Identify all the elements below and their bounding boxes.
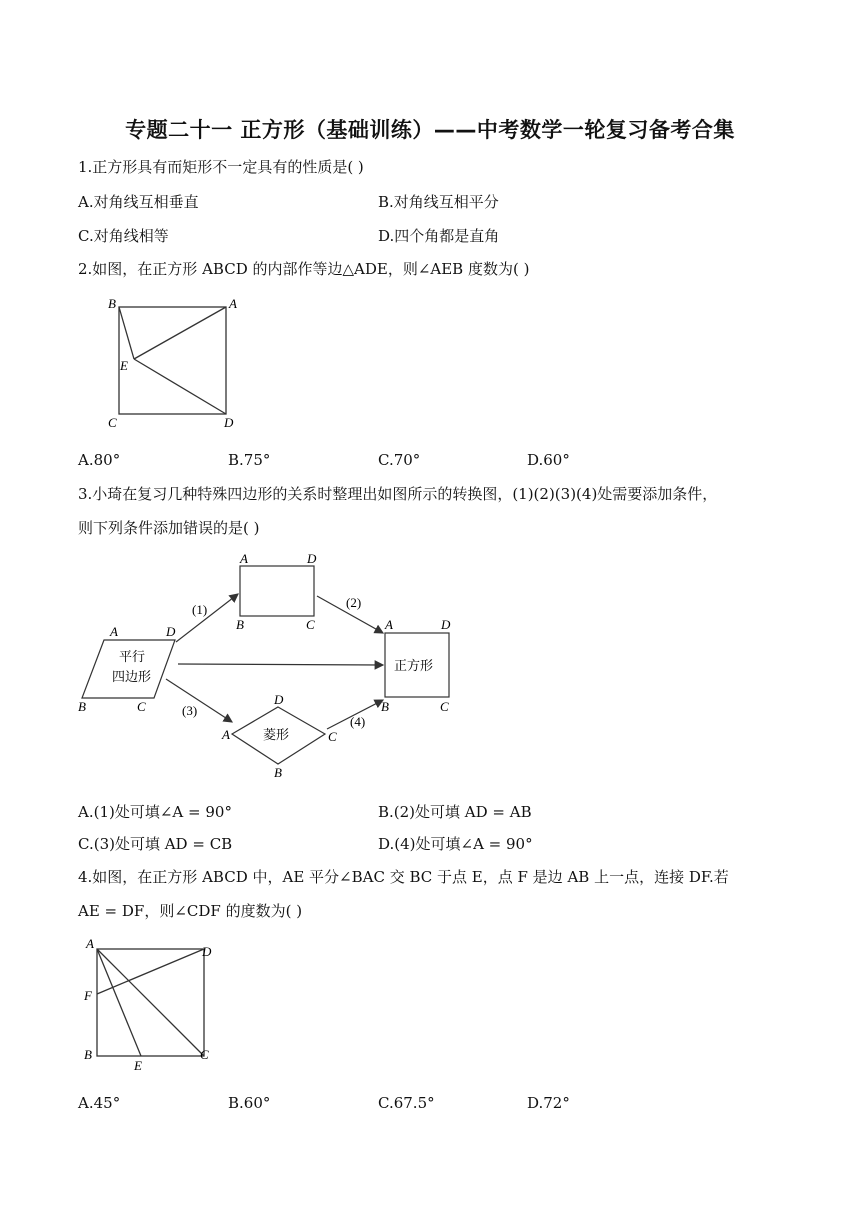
question-1-stem: 1.正方形具有而矩形不一定具有的性质是( ) [78,158,364,176]
q3-rect-label-a: A [240,551,248,566]
q3-rhombus-text: 菱形 [263,728,290,743]
q2-label-a: A [229,296,237,311]
q4-segment-ae [97,949,141,1056]
q3-arrow-label-4: (4) [350,714,366,729]
question-4-stem-line1: 4.如图，在正方形 ABCD 中，AE 平分∠BAC 交 BC 于点 E，点 F 是边 AB 上一点，连接 DF.若 [78,868,729,886]
q4-label-b: B [84,1047,92,1062]
q3-para-label-b: B [78,699,86,714]
question-2-stem: 2.如图，在正方形 ABCD 的内部作等边△ADE，则∠AEB 度数为( ) [78,260,530,278]
q3-rect-label-c: C [306,617,315,632]
q3-square-label-d: D [441,617,451,632]
q2-option-a: A.80° [78,451,121,469]
page-title: 专题二十一 正方形（基础训练）——中考数学一轮复习备考合集 [125,118,735,142]
q3-square-label-a: A [385,617,393,632]
q2-option-c: C.70° [378,451,421,469]
q2-segment-ed [134,359,226,414]
q4-label-e: E [134,1058,142,1073]
q4-option-b: B.60° [228,1094,271,1112]
q3-rhombus-label-d: D [274,692,284,707]
q1-option-c: C.对角线相等 [78,227,169,245]
q3-parallelogram-text-2: 四边形 [112,670,152,685]
q3-para-label-c: C [137,699,146,714]
q3-option-c: C.(3)处可填 AD = CB [78,835,233,853]
q3-rhombus-label-c: C [328,729,337,744]
q3-arrow-label-1: (1) [192,602,208,617]
q4-diagonal-ac [97,949,204,1056]
q3-arrow-3 [166,679,232,722]
q3-para-label-d: D [166,624,176,639]
q3-arrow-label-2: (2) [346,595,362,610]
q4-figure [78,932,228,1074]
q4-segment-fd [97,949,204,994]
q4-label-a: A [86,936,94,951]
q4-option-d: D.72° [527,1094,570,1112]
q3-option-a: A.(1)处可填∠A = 90° [78,803,232,821]
q3-parallelogram [82,640,175,698]
q3-arrow-label-3: (3) [182,703,198,718]
q3-square-label-b: B [381,699,389,714]
q1-option-d: D.四个角都是直角 [378,227,500,245]
q4-label-d: D [202,944,212,959]
q2-label-e: E [120,358,128,373]
q3-square-label-c: C [440,699,449,714]
q2-figure [100,290,250,435]
q2-segment-ae [134,307,226,359]
q3-figure [70,545,470,785]
q1-option-b: B.对角线互相平分 [378,193,499,211]
q2-option-b: B.75° [228,451,271,469]
q3-rect-label-d: D [307,551,317,566]
q3-rectangle [240,566,314,616]
q2-segment-be [119,307,134,359]
q3-square-text: 正方形 [394,659,434,674]
q4-label-f: F [84,988,92,1003]
q1-option-a: A.对角线互相垂直 [78,193,199,211]
q3-option-b: B.(2)处可填 AD = AB [378,803,532,821]
q3-arrow-center [178,664,383,665]
q2-square [119,307,226,414]
q4-label-c: C [200,1047,209,1062]
q3-option-d: D.(4)处可填∠A = 90° [378,835,533,853]
q2-option-d: D.60° [527,451,570,469]
q4-option-c: C.67.5° [378,1094,435,1112]
q4-option-a: A.45° [78,1094,121,1112]
q3-rhombus-label-b: B [274,765,282,780]
question-4-stem-line2: AE = DF，则∠CDF 的度数为( ) [78,902,303,920]
q3-rhombus-label-a: A [222,727,230,742]
q2-label-c: C [108,415,117,430]
question-3-stem-line2: 则下列条件添加错误的是( ) [78,519,260,537]
q3-parallelogram-text-1: 平行 [119,650,146,665]
question-3-stem-line1: 3.小琦在复习几种特殊四边形的关系时整理出如图所示的转换图，(1)(2)(3)(4)处需要添加条件， [78,485,718,503]
q3-rect-label-b: B [236,617,244,632]
q2-label-d: D [224,415,234,430]
q3-para-label-a: A [110,624,118,639]
q2-label-b: B [108,296,116,311]
